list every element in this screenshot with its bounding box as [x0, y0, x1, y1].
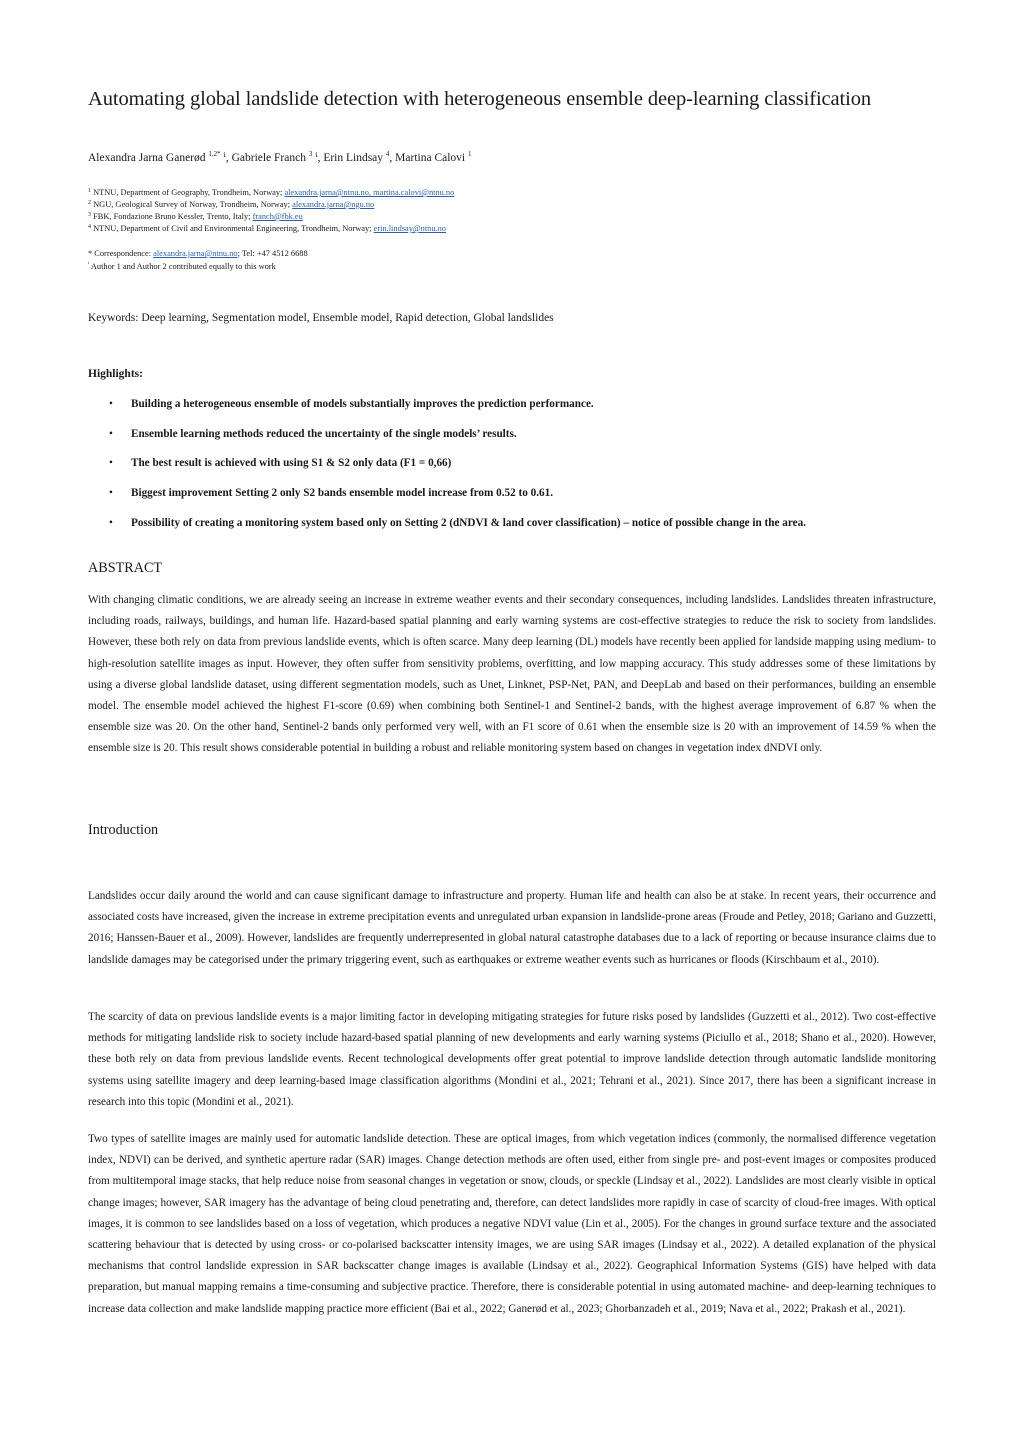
affiliation-line	[88, 224, 446, 233]
correspondence-email-link[interactable]: alexandra.jarna@ntnu.no	[153, 249, 238, 258]
highlights-heading: Highlights:	[88, 368, 143, 380]
abstract-paragraph: With changing climatic conditions, we are already seeing an increase in extreme weather events and their secondary consequences, including landslides. Landslides threaten infrastructure, including roads, railways, buildings, and human life. Hazard-based spatial planning and early warning systems are cost-effective strategies to reduce the risk to society from landslides. However, these both rely on data from previous landslide events, which is often scarce. Many deep learning (DL) models have recently been applied for landside mapping using medium- to high-resolution satellite images as input. However, they often suffer from sensitivity problems, overfitting, and low mapping accuracy. This study addresses some of these limitations by using a diverse global landslide dataset, using different segmentation models, such as Unet, Linknet, PSP-Net, PAN, and DeepLab and based on their performances, building an ensemble model. The ensemble model achieved the highest F1-score (0.69) when combining both Sentinel-1 and Sentinel-2 bands, with the highest average improvement of 6.87 % when the ensemble size was 20. On the other hand, Sentinel-2 bands only performed very well, with an F1 score of 0.61 when the ensemble size is 20 with an improvement of 14.59 % when the ensemble size is 20. This result shows considerable potential in building a robust and reliable monitoring system based on changes in vegetation index dNDVI only.	[88, 594, 936, 755]
bullet-icon: •	[109, 428, 113, 440]
author-affiliation-mark: 1,2*	[208, 150, 221, 158]
email-link[interactable]: alexandra.jarna@ngu.no	[292, 200, 375, 209]
affiliation-number: 2	[88, 200, 91, 206]
bullet-icon: •	[109, 398, 113, 410]
highlight-text: Possibility of creating a monitoring system based only on Setting 2 (dNDVI & land cover classification) – notice of possible change in the area.	[131, 517, 806, 529]
highlight-item	[109, 398, 594, 410]
affiliation-text: NGU, Geological Survey of Norway, Trondheim, Norway;	[93, 200, 293, 209]
author-affiliation-mark: 4	[385, 150, 390, 158]
highlight-item	[109, 428, 517, 440]
highlight-item	[109, 457, 451, 469]
equal-contribution-mark: ⁱ	[220, 152, 226, 164]
introduction-paragraph: Landslides occur daily around the world and can cause significant damage to infrastructure and property. Human life and health can also be at stake. In recent years, their occurrence and associated costs have increased, given the increase in extreme precipitation events and unregulated urban expansion in landslide-prone areas (Froude and Petley, 2018; Gariano and Guzzetti, 2016; Hanssen-Bauer et al., 2009). However, landslides are frequently underrepresented in global natural catastrophe databases due to a lack of reporting or because insurance claims due to landslide damages may be categorised under the primary triggering event, such as earthquakes or extreme weather events such as hurricanes or floods (Kirschbaum et al., 2010).	[88, 890, 936, 966]
equal-contribution-text: Author 1 and Author 2 contributed equally to this work	[90, 262, 276, 271]
correspondence-phone: ; Tel: +47 4512 6688	[237, 249, 308, 258]
abstract-heading: ABSTRACT	[88, 560, 163, 576]
correspondence-line	[88, 249, 308, 258]
affiliation-line	[88, 188, 454, 197]
author-name: Martina Calovi	[395, 152, 466, 164]
affiliation-line	[88, 200, 374, 209]
correspondence-label: * Correspondence:	[88, 249, 154, 258]
highlight-item	[109, 487, 553, 499]
keywords: Keywords: Deep learning, Segmentation model, Ensemble model, Rapid detection, Global landslides	[88, 312, 554, 324]
bullet-icon: •	[109, 517, 113, 529]
affiliation-number: 4	[88, 224, 91, 230]
highlight-text: Building a heterogeneous ensemble of models substantially improves the prediction performance.	[131, 398, 594, 410]
email-link[interactable]: franch@fbk.eu	[252, 212, 303, 221]
author-affiliation-mark: 3	[308, 150, 313, 158]
bullet-icon: •	[109, 487, 113, 499]
affiliation-text: NTNU, Department of Geography, Trondheim, Norway;	[93, 188, 285, 197]
introduction-paragraph: Two types of satellite images are mainly used for automatic landslide detection. These are optical images, from which vegetation indices (commonly, the normalised difference vegetation index, NDVI) can be derived, and synthetic aperture radar (SAR) images. Change detection methods are often used, either from single pre- and post-event images or composites produced from multitemporal image stacks, that help reduce noise from seasonal changes in vegetation or snow, clouds, or speckle (Lindsay et al., 2022). Landslides are most clearly visible in optical change images; however, SAR imagery has the advantage of being cloud penetrating and, therefore, can detect landslides more rapidly in case of scarcity of cloud-free images. With optical images, it is common to see landslides based on a loss of vegetation, which produces a negative NDVI value (Lin et al., 2005). For the changes in ground surface texture and the associated scattering behaviour that is detected by using cross- or co-polarised backscatter intensity images, we are using SAR images (Lindsay et al., 2022). A detailed explanation of the physical mechanisms that control landslide expression in SAR backscatter change images is available (Lindsay et al., 2022). Geographical Information Systems (GIS) have helped with data preparation, but manual mapping remains a time-consuming and subjective practice. Therefore, there is considerable potential in using automated machine- and deep-learning techniques to increase data collection and make landslide mapping practice more efficient (Bai et al., 2022; Ganerød et al., 2023; Ghorbanzadeh et al., 2019; Nava et al., 2022; Prakash et al., 2021).	[88, 1133, 936, 1315]
email-link[interactable]: erin.lindsay@ntnu.no	[373, 224, 446, 233]
author-list: Alexandra Jarna Ganerød $^{1,2*}$ ⁱ, Gabriele Franch $^3$ ⁱ, Erin Lindsay $^4$, Martina Calovi $^1$	[88, 150, 472, 164]
equal-contribution-note	[88, 261, 276, 271]
highlight-item	[109, 517, 806, 529]
equal-contribution-mark: ⁱ	[312, 152, 318, 164]
affiliation-number: 3	[88, 212, 91, 218]
bullet-icon: •	[109, 457, 113, 469]
author-name: Erin Lindsay	[323, 152, 384, 164]
email-link[interactable]: alexandra.jarna@ntnu.no, martina.calovi@ntnu.no	[284, 188, 455, 197]
highlight-text: Biggest improvement Setting 2 only S2 bands ensemble model increase from 0.52 to 0.61.	[131, 487, 554, 499]
introduction-paragraph: The scarcity of data on previous landslide events is a major limiting factor in developing mitigating strategies for future risks posed by landslides (Guzzetti et al., 2012). Two cost-effective methods for mitigating landslide risk to society include hazard-based spatial planning of new developments and early warning systems (Piciullo et al., 2018; Shano et al., 2020). However, these both rely on data from previous landslide events. Recent technological developments offer great potential to improve landslide detection through automatic landslide monitoring systems using satellite imagery and deep learning-based image classification algorithms (Mondini et al., 2021; Tehrani et al., 2021). Since 2017, there has been a significant increase in research into this topic (Mondini et al., 2021).	[88, 1011, 936, 1108]
highlight-text: Ensemble learning methods reduced the uncertainty of the single models’ results.	[131, 428, 517, 440]
affiliation-text: FBK, Fondazione Bruno Kessler, Trento, Italy;	[93, 212, 253, 221]
author-name: Gabriele Franch	[231, 152, 306, 164]
affiliation-line	[88, 212, 303, 221]
affiliation-text: NTNU, Department of Civil and Environmental Engineering, Trondheim, Norway;	[93, 224, 374, 233]
affiliation-number: 1	[88, 188, 91, 194]
author-name: Alexandra Jarna Ganerød	[88, 152, 206, 164]
paper-title: Automating global landslide detection with heterogeneous ensemble deep-learning classification	[88, 88, 872, 110]
equal-contribution-mark: ⁱ	[88, 262, 90, 268]
author-affiliation-mark: 1	[468, 150, 472, 158]
introduction-heading: Introduction	[88, 822, 159, 838]
highlight-text: The best result is achieved with using S1 & S2 only data (F1 = 0,66)	[131, 457, 452, 469]
